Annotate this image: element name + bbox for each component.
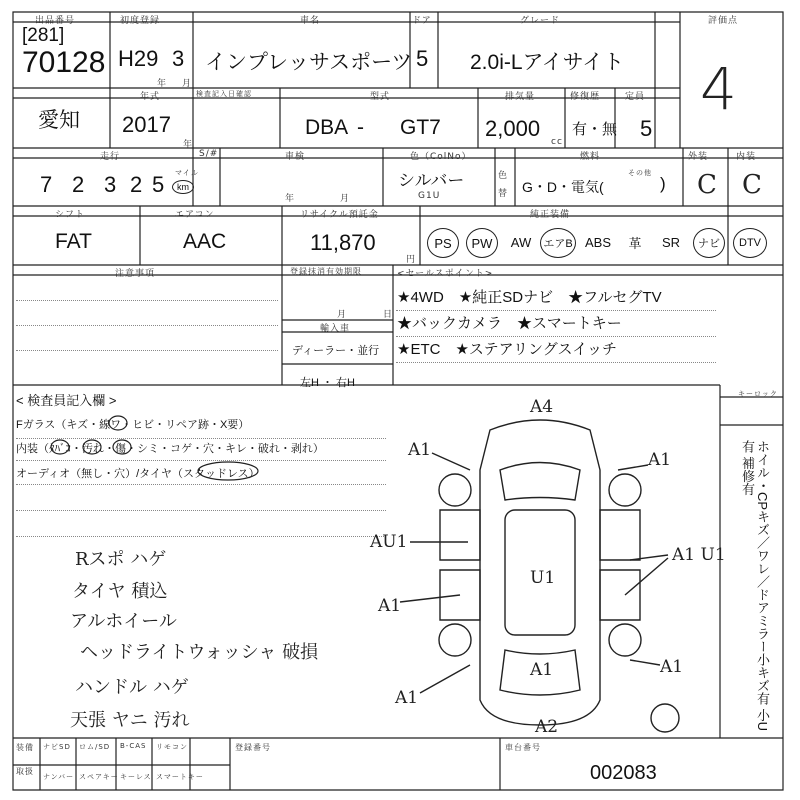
mark-rear-glass: A1 (530, 660, 554, 680)
mileage-digit: 3 (104, 172, 117, 197)
footer-rom-sd: ロム/SD (79, 743, 111, 751)
color-code: G1U (418, 191, 441, 201)
color-name: シルバー (398, 171, 465, 190)
handwritten-note: タイヤ 積込 (72, 581, 168, 602)
mark-front: A4 (530, 397, 554, 417)
interior-grade: C (742, 170, 762, 200)
label-recycle: リサイクル預託金 (300, 210, 379, 220)
equip-dtv: DTV (733, 228, 767, 258)
lot-sub: [281] (22, 25, 65, 46)
mark-rear: A2 (535, 717, 559, 737)
inspector-line-interior: 内装（ﾀﾊﾞｺ・汚れ・傷・シミ・コゲ・穴・キレ・破れ・剥れ） (16, 443, 324, 455)
recycle-unit: 円 (406, 255, 417, 265)
label-vin: 車台番号 (505, 743, 541, 752)
mark-roof: U1 (530, 568, 556, 588)
import-handle: 左H ・ 右H (300, 377, 355, 389)
inspector-header: < 検査員記入欄 > (16, 393, 117, 408)
mark-fr: A1 (648, 450, 672, 470)
label-door: ドア (412, 16, 432, 26)
mark-rl: A1 (395, 688, 419, 708)
mileage-unit-km: km (172, 180, 194, 194)
reg-expiry-day: 日 (383, 310, 394, 320)
equip-pw: PW (466, 228, 498, 258)
footer-equip-label: 装備 (16, 743, 34, 752)
side-wheel-mirror-notes: ホイル・CPキズ／ワレ／ドアミラー小キズ有 小U有 補修有 (740, 440, 770, 732)
model-prefix: DBA (305, 116, 349, 139)
label-model: 型式 (370, 92, 391, 102)
footer-handling-label: 取扱 (16, 767, 34, 776)
equip-abs: ABS (584, 234, 611, 250)
mileage-digit: 2 (130, 172, 143, 197)
reg-expiry-month: 月 (337, 310, 348, 320)
import-dealer: ディーラー・並行 (292, 345, 380, 357)
label-mileage: 走行 (100, 152, 121, 162)
aircon: AAC (183, 230, 227, 253)
label-shift: シフト (55, 210, 86, 220)
handwritten-note: ハンドル ハゲ (75, 677, 189, 698)
fuel-close: ) (660, 174, 666, 193)
handwritten-note: Rスポ ハゲ (75, 549, 167, 570)
label-score: 評価点 (708, 16, 739, 26)
region: 愛知 (38, 109, 80, 132)
label-aircon: エアコン (175, 210, 215, 220)
sale-point: ★バックカメラ ★スマートキー (397, 315, 622, 332)
inspector-line-audio: オーディオ（無し・穴）/タイヤ（スタッドレス） (16, 468, 260, 480)
mileage-digit: 5 (152, 172, 165, 197)
footer-navi-sd: ナビSD (43, 743, 71, 751)
displacement: 2,000 (485, 116, 541, 141)
label-first-reg: 初度登録 (120, 16, 161, 26)
label-displacement: 排気量 (505, 92, 536, 102)
door-count: 5 (416, 46, 429, 71)
footer-remote: リモコン (156, 743, 188, 751)
repair-history: 有・無 (572, 121, 618, 138)
model-year-unit: 年 (183, 140, 194, 150)
exterior-grade: C (697, 170, 717, 200)
label-color: 色（ColNo） (410, 152, 472, 162)
label-grade: グレード (520, 16, 561, 26)
mileage-digit: 2 (72, 172, 85, 197)
equip-ps: PS (427, 228, 459, 258)
label-notes: 注意事項 (115, 269, 156, 279)
label-inspection-entry: 検査記入日確認 (196, 90, 252, 98)
score-value: 4 (700, 55, 737, 123)
model-dash: - (357, 116, 364, 139)
equip-airbag: エアB (540, 228, 576, 258)
label-reg-expiry: 登録抹消有効期限 (290, 267, 362, 276)
label-model-year: 年式 (140, 92, 161, 102)
label-repair: 修復歴 (570, 92, 601, 102)
handwritten-note: アルホイール (70, 611, 177, 632)
mileage-unit-mile: マイル (175, 169, 199, 177)
displacement-unit: cc (551, 137, 563, 147)
equip-sr: SR (661, 234, 681, 250)
handwritten-note: ヘッドライトウォッシャ 破損 (80, 642, 319, 663)
fuel-options: G・D・電気( (522, 179, 604, 195)
mark-rr: A1 (660, 657, 684, 677)
label-gear-mark: S/# (199, 149, 219, 159)
recycle-fee: 11,870 (310, 230, 376, 255)
car-name: インプレッサスポーツ (205, 51, 413, 74)
label-fuel: 燃料 (580, 152, 601, 162)
sale-point: ★4WD ★純正SDナビ ★フルセグTV (397, 289, 662, 306)
first-reg-year-unit: 年 (157, 79, 168, 89)
equip-navi: ナビ (693, 228, 725, 258)
equip-leather: 革 (628, 235, 642, 251)
inspector-line-glass: Fガラス（キズ・線ワ・ヒビ・リペア跡・X要） (16, 419, 250, 431)
label-interior: 内装 (736, 152, 757, 162)
equip-aw: AW (510, 234, 532, 250)
first-reg-month: 3 (172, 46, 185, 71)
first-reg-era: H29 (118, 46, 159, 71)
footer-keyless: キーレス (120, 773, 152, 781)
mark-fl: A1 (408, 440, 432, 460)
first-reg-month-unit: 月 (182, 79, 193, 89)
footer-spare-key: スペアキー (79, 773, 119, 781)
sale-point: ★ETC ★ステアリングスイッチ (397, 341, 617, 358)
grade: 2.0i-Lアイサイト (470, 51, 625, 74)
mark-left-rear-door: A1 (378, 596, 402, 616)
shaken-month-unit: 月 (340, 194, 351, 204)
label-capacity: 定員 (625, 92, 646, 102)
vin-number: 002083 (590, 762, 657, 784)
model-year: 2017 (122, 112, 171, 137)
mark-right-doors: A1 U1 (672, 545, 726, 565)
label-equipment: 純正装備 (530, 210, 571, 220)
label-sale-points: <セールスポイント> (397, 269, 494, 279)
footer-bcas: B-CAS (120, 742, 147, 750)
handwritten-note: 天張 ヤニ 汚れ (70, 710, 190, 731)
color-side-2: 替 (498, 189, 509, 199)
label-exterior: 外装 (688, 152, 709, 162)
shaken-year-unit: 年 (285, 194, 296, 204)
model-code: GT7 (400, 116, 441, 139)
lot-number: 70128 (22, 46, 106, 79)
mark-left-front-door: AU1 (370, 532, 408, 552)
label-keylock: キーロック (738, 390, 778, 398)
label-lot: 出品番号 (35, 16, 76, 26)
label-car-name: 車名 (300, 16, 321, 26)
label-shaken: 車検 (285, 152, 306, 162)
footer-registration-label: 登録番号 (235, 743, 271, 752)
capacity: 5 (640, 116, 653, 141)
color-side-1: 色 (498, 171, 509, 181)
mileage-digit: 7 (40, 172, 53, 197)
footer-smart-key: スマートキー (156, 773, 204, 781)
fuel-other-label: その他 (628, 169, 652, 177)
footer-number: ナンバー (43, 773, 75, 781)
label-import: 輸入車 (320, 324, 351, 334)
shift: FAT (55, 230, 92, 253)
